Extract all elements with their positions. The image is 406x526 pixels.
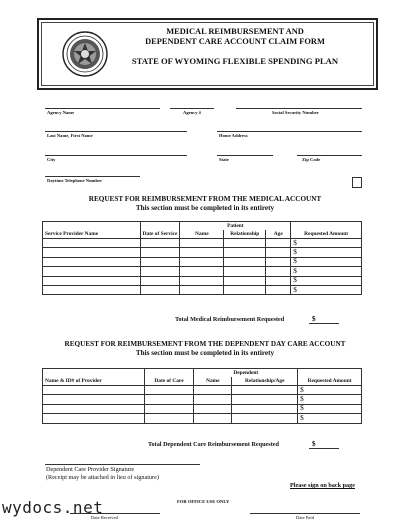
amount-cell[interactable]: $ — [298, 386, 362, 395]
home-address-line[interactable] — [217, 131, 362, 132]
home-address-label: Home Address — [219, 133, 248, 138]
dependent-col-date: Date of Care — [144, 369, 194, 386]
state-seal-icon — [62, 31, 108, 77]
table-row[interactable] — [43, 239, 362, 248]
state-line[interactable] — [217, 155, 273, 156]
amount-cell[interactable]: $ — [298, 414, 362, 423]
office-use-label: FOR OFFICE USE ONLY — [177, 499, 230, 504]
medical-total-line[interactable] — [309, 323, 339, 324]
medical-col-relationship: Relationship — [224, 230, 266, 239]
agency-name-label: Agency Name — [47, 110, 75, 115]
dependent-col-amount: Requested Amount — [298, 369, 362, 386]
dependent-table — [42, 368, 362, 424]
dependent-col-name: Name — [194, 377, 232, 386]
table-row[interactable] — [43, 257, 362, 266]
form-title-line2: DEPENDENT CARE ACCOUNT CLAIM FORM — [145, 37, 325, 46]
dependent-col-dependent: Dependent — [194, 369, 298, 378]
zip-label: Zip Code — [302, 157, 321, 162]
dependent-col-relationship: Relationship/Age — [232, 377, 298, 386]
dependent-table-header — [43, 369, 362, 378]
name-line[interactable] — [45, 131, 187, 132]
city-line[interactable] — [45, 155, 187, 156]
medical-total-label: Total Medical Reimbursement Requested — [175, 316, 285, 323]
medical-subheading: This section must be completed in its entirety — [135, 204, 275, 212]
dependent-total-line[interactable] — [309, 448, 339, 449]
medical-col-date — [140, 222, 180, 239]
amount-cell[interactable]: $ — [298, 404, 362, 413]
amount-cell[interactable]: $ — [298, 395, 362, 404]
amount-cell[interactable]: $ — [291, 248, 362, 257]
amount-cell[interactable]: $ — [291, 276, 362, 285]
medical-table-header — [43, 222, 362, 231]
dependent-total-label: Total Dependent Care Reimbursement Requested — [148, 441, 279, 448]
ssn-line[interactable] — [236, 108, 362, 109]
agency-number-label: Agency # — [183, 110, 201, 115]
watermark: wydocs.net — [2, 498, 104, 517]
city-label: City — [47, 157, 56, 162]
medical-col-patient: Patient — [180, 222, 291, 231]
medical-col-age: Age — [266, 230, 291, 239]
table-row[interactable] — [43, 248, 362, 257]
table-row[interactable] — [43, 414, 362, 423]
amount-cell[interactable]: $ — [291, 257, 362, 266]
medical-col-name: Name — [180, 230, 224, 239]
dependent-subheading: This section must be completed in its entirety — [135, 349, 275, 357]
signature-line[interactable] — [45, 464, 200, 465]
table-row[interactable] — [43, 386, 362, 395]
form-title-line1: MEDICAL REIMBURSEMENT AND — [166, 27, 304, 36]
amount-cell[interactable]: $ — [291, 239, 362, 248]
form-subtitle: STATE OF WYOMING FLEXIBLE SPENDING PLAN — [131, 56, 339, 66]
medical-col-date-text: Date of Service — [142, 231, 178, 237]
medical-heading: REQUEST FOR REIMBURSEMENT FROM THE MEDICAL ACCOUNT — [88, 195, 322, 203]
phone-label: Daytime Telephone Number — [47, 178, 103, 183]
agency-number-line[interactable] — [170, 108, 214, 109]
date-received-label: Date Received — [91, 515, 118, 520]
dependent-total-currency: $ — [312, 440, 316, 448]
table-row[interactable] — [43, 285, 362, 294]
date-paid-line[interactable] — [250, 513, 360, 514]
table-row[interactable] — [43, 395, 362, 404]
ssn-label: Social Security Number — [272, 110, 319, 115]
table-row[interactable] — [43, 276, 362, 285]
date-paid-label: Date Paid — [296, 515, 314, 520]
signature-label: Dependent Care Provider Signature — [46, 466, 135, 473]
amount-cell[interactable]: $ — [291, 285, 362, 294]
name-label: Last Name, First Name — [47, 133, 93, 138]
state-label: State — [219, 157, 229, 162]
medical-col-amount: Requested Amount — [291, 222, 362, 239]
dependent-col-provider: Name & ID# of Provider — [43, 369, 145, 386]
table-row[interactable] — [43, 267, 362, 276]
medical-col-provider: Service Provider Name — [43, 222, 141, 239]
table-row[interactable] — [43, 404, 362, 413]
medical-table — [42, 221, 362, 295]
amount-cell[interactable]: $ — [291, 267, 362, 276]
zip-line[interactable] — [297, 155, 362, 156]
medical-total-currency: $ — [312, 315, 316, 323]
checkbox[interactable] — [352, 177, 362, 188]
dependent-heading: REQUEST FOR REIMBURSEMENT FROM THE DEPENDENT DAY CARE ACCOUNT — [64, 340, 346, 348]
agency-name-line[interactable] — [45, 108, 160, 109]
receipt-note: (Receipt may be attached in lieu of signature) — [46, 474, 159, 481]
phone-line[interactable] — [45, 176, 140, 177]
sign-back-note: Please sign on back page — [290, 482, 355, 489]
